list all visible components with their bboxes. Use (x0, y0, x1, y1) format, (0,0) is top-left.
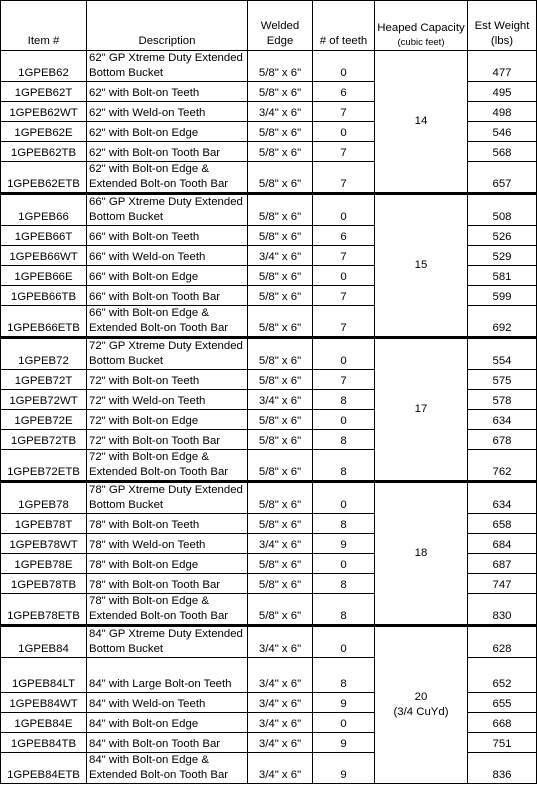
item-number-cell: 1GPEB72WT (1, 390, 87, 410)
item-number-cell: 1GPEB62T (1, 82, 87, 102)
description-cell: 78" with Bolt-on Tooth Bar (87, 574, 248, 594)
teeth-count-cell: 7 (313, 162, 375, 194)
welded-edge-cell: 5/8" x 6" (248, 338, 313, 370)
header-capacity (375, 1, 468, 51)
heaped-capacity-value: 18 (414, 547, 428, 559)
est-weight-cell: 628 (468, 626, 537, 658)
item-number-cell: 1GPEB84ETB (1, 753, 87, 784)
item-number-cell: 1GPEB62ETB (1, 162, 87, 194)
item-number-cell: 1GPEB78TB (1, 574, 87, 594)
description-cell: 66" with Bolt-on Edge (87, 266, 248, 286)
item-number-cell: 1GPEB72T (1, 370, 87, 390)
teeth-count-cell: 7 (313, 246, 375, 266)
est-weight-cell: 498 (468, 102, 537, 122)
description-cell: 72" with Bolt-on Teeth (87, 370, 248, 390)
heaped-capacity-cell (375, 51, 468, 194)
welded-edge-cell: 5/8" x 6" (248, 142, 313, 162)
welded-edge-cell: 3/4" x 6" (248, 626, 313, 658)
description-cell: 72" with Bolt-on Edge (87, 410, 248, 430)
description-cell: 66" with Weld-on Teeth (87, 246, 248, 266)
table-row (1, 51, 537, 82)
welded-edge-cell: 3/4" x 6" (248, 534, 313, 554)
teeth-count-cell: 8 (313, 390, 375, 410)
est-weight-cell: 529 (468, 246, 537, 266)
item-number-cell: 1GPEB78T (1, 514, 87, 534)
teeth-count-cell: 6 (313, 82, 375, 102)
heaped-capacity-cell (375, 338, 468, 482)
description-cell: 78" with Weld-on Teeth (87, 534, 248, 554)
welded-edge-cell: 3/4" x 6" (248, 658, 313, 693)
description-cell: 72" with Weld-on Teeth (87, 390, 248, 410)
heaped-capacity-cell (375, 626, 468, 784)
teeth-count-cell: 0 (313, 122, 375, 142)
heaped-capacity-value: 15 (414, 259, 428, 271)
description-cell: 62" GP Xtreme Duty Extended Bottom Bucket (87, 51, 248, 82)
est-weight-cell: 684 (468, 534, 537, 554)
item-number-cell: 1GPEB66E (1, 266, 87, 286)
item-number-cell: 1GPEB72E (1, 410, 87, 430)
est-weight-cell: 581 (468, 266, 537, 286)
item-number-cell: 1GPEB72ETB (1, 450, 87, 482)
table-row (1, 338, 537, 370)
est-weight-cell: 554 (468, 338, 537, 370)
welded-edge-cell: 5/8" x 6" (248, 430, 313, 450)
est-weight-cell: 634 (468, 482, 537, 514)
welded-edge-cell: 5/8" x 6" (248, 574, 313, 594)
est-weight-cell: 495 (468, 82, 537, 102)
est-weight-cell: 668 (468, 713, 537, 733)
description-cell: 62" with Bolt-on Edge (87, 122, 248, 142)
description-cell: 84" with Bolt-on Tooth Bar (87, 733, 248, 753)
table-row (1, 194, 537, 226)
teeth-count-cell: 0 (313, 554, 375, 574)
teeth-count-cell: 0 (313, 338, 375, 370)
welded-edge-cell: 3/4" x 6" (248, 753, 313, 784)
teeth-count-cell: 9 (313, 693, 375, 713)
teeth-count-cell: 7 (313, 142, 375, 162)
teeth-count-cell: 9 (313, 753, 375, 784)
teeth-count-cell: 7 (313, 370, 375, 390)
item-number-cell: 1GPEB78 (1, 482, 87, 514)
description-cell: 66" GP Xtreme Duty Extended Bottom Bucket (87, 194, 248, 226)
heaped-capacity-note: (3/4 CuYd) (393, 706, 449, 718)
header-teeth-label: # of teeth (319, 35, 368, 47)
header-weight-line1: Est Weight (474, 20, 530, 32)
est-weight-cell: 634 (468, 410, 537, 430)
welded-edge-cell: 3/4" x 6" (248, 693, 313, 713)
description-cell: 72" GP Xtreme Duty Extended Bottom Bucket (87, 338, 248, 370)
teeth-count-cell: 7 (313, 102, 375, 122)
header-edge-line2: Edge (266, 35, 294, 47)
est-weight-cell: 508 (468, 194, 537, 226)
teeth-count-cell: 0 (313, 266, 375, 286)
est-weight-cell: 652 (468, 658, 537, 693)
item-number-cell: 1GPEB66T (1, 226, 87, 246)
welded-edge-cell: 5/8" x 6" (248, 162, 313, 194)
description-cell: 78" with Bolt-on Edge (87, 554, 248, 574)
item-number-cell: 1GPEB62E (1, 122, 87, 142)
description-cell: 66" with Bolt-on Teeth (87, 226, 248, 246)
est-weight-cell: 751 (468, 733, 537, 753)
welded-edge-cell: 5/8" x 6" (248, 266, 313, 286)
est-weight-cell: 830 (468, 594, 537, 626)
header-teeth (313, 1, 375, 51)
description-cell: 66" with Bolt-on Tooth Bar (87, 286, 248, 306)
item-number-cell: 1GPEB66 (1, 194, 87, 226)
header-item (1, 1, 87, 51)
est-weight-cell: 526 (468, 226, 537, 246)
item-number-cell: 1GPEB66WT (1, 246, 87, 266)
est-weight-cell: 546 (468, 122, 537, 142)
description-cell: 72" with Bolt-on Tooth Bar (87, 430, 248, 450)
item-number-cell: 1GPEB84 (1, 626, 87, 658)
item-number-cell: 1GPEB66TB (1, 286, 87, 306)
est-weight-cell: 655 (468, 693, 537, 713)
table-row (1, 626, 537, 658)
description-cell: 84" with Weld-on Teeth (87, 693, 248, 713)
welded-edge-cell: 5/8" x 6" (248, 194, 313, 226)
item-number-cell: 1GPEB84WT (1, 693, 87, 713)
est-weight-cell: 836 (468, 753, 537, 784)
header-description (87, 1, 248, 51)
est-weight-cell: 657 (468, 162, 537, 194)
item-number-cell: 1GPEB66ETB (1, 306, 87, 338)
est-weight-cell: 762 (468, 450, 537, 482)
teeth-count-cell: 7 (313, 286, 375, 306)
heaped-capacity-value: 17 (414, 403, 428, 415)
table-body (1, 51, 537, 784)
teeth-count-cell: 0 (313, 194, 375, 226)
header-weight (468, 1, 537, 51)
item-number-cell: 1GPEB62 (1, 51, 87, 82)
welded-edge-cell: 5/8" x 6" (248, 122, 313, 142)
item-number-cell: 1GPEB78ETB (1, 594, 87, 626)
welded-edge-cell: 5/8" x 6" (248, 306, 313, 338)
header-edge-line1: Welded (260, 20, 300, 32)
teeth-count-cell: 0 (313, 51, 375, 82)
item-number-cell: 1GPEB62WT (1, 102, 87, 122)
description-cell: 84" with Bolt-on Edge & Extended Bolt-on Tooth Bar (87, 753, 248, 784)
header-row (1, 1, 537, 51)
est-weight-cell: 477 (468, 51, 537, 82)
description-cell: 62" with Weld-on Teeth (87, 102, 248, 122)
description-cell: 62" with Bolt-on Teeth (87, 82, 248, 102)
est-weight-cell: 658 (468, 514, 537, 534)
teeth-count-cell: 8 (313, 574, 375, 594)
welded-edge-cell: 5/8" x 6" (248, 286, 313, 306)
welded-edge-cell: 3/4" x 6" (248, 390, 313, 410)
welded-edge-cell: 5/8" x 6" (248, 482, 313, 514)
item-number-cell: 1GPEB72TB (1, 430, 87, 450)
item-number-cell: 1GPEB78E (1, 554, 87, 574)
item-number-cell: 1GPEB72 (1, 338, 87, 370)
heaped-capacity-value: 20 (414, 691, 428, 703)
heaped-capacity-cell (375, 482, 468, 626)
welded-edge-cell: 5/8" x 6" (248, 370, 313, 390)
welded-edge-cell: 3/4" x 6" (248, 713, 313, 733)
header-edge (248, 1, 313, 51)
header-description-label: Description (138, 35, 196, 47)
teeth-count-cell: 8 (313, 514, 375, 534)
description-cell: 66" with Bolt-on Edge & Extended Bolt-on Tooth Bar (87, 306, 248, 338)
teeth-count-cell: 8 (313, 594, 375, 626)
item-number-cell: 1GPEB84E (1, 713, 87, 733)
header-capacity-line1: Heaped Capacity (377, 22, 465, 34)
description-cell: 72" with Bolt-on Edge & Extended Bolt-on Tooth Bar (87, 450, 248, 482)
est-weight-cell: 599 (468, 286, 537, 306)
welded-edge-cell: 5/8" x 6" (248, 82, 313, 102)
teeth-count-cell: 9 (313, 534, 375, 554)
description-cell: 84" with Large Bolt-on Teeth (87, 658, 248, 693)
welded-edge-cell: 5/8" x 6" (248, 554, 313, 574)
est-weight-cell: 578 (468, 390, 537, 410)
welded-edge-cell: 5/8" x 6" (248, 514, 313, 534)
teeth-count-cell: 8 (313, 450, 375, 482)
teeth-count-cell: 0 (313, 713, 375, 733)
description-cell: 62" with Bolt-on Edge & Extended Bolt-on Tooth Bar (87, 162, 248, 194)
description-cell: 62" with Bolt-on Tooth Bar (87, 142, 248, 162)
header-weight-line2: (lbs) (490, 35, 514, 47)
teeth-count-cell: 8 (313, 658, 375, 693)
est-weight-cell: 687 (468, 554, 537, 574)
teeth-count-cell: 7 (313, 306, 375, 338)
teeth-count-cell: 0 (313, 626, 375, 658)
welded-edge-cell: 3/4" x 6" (248, 733, 313, 753)
welded-edge-cell: 5/8" x 6" (248, 594, 313, 626)
welded-edge-cell: 5/8" x 6" (248, 450, 313, 482)
description-cell: 78" with Bolt-on Edge & Extended Bolt-on Tooth Bar (87, 594, 248, 626)
description-cell: 78" with Bolt-on Teeth (87, 514, 248, 534)
item-number-cell: 1GPEB84TB (1, 733, 87, 753)
est-weight-cell: 678 (468, 430, 537, 450)
header-item-label: Item # (27, 35, 60, 47)
item-number-cell: 1GPEB78WT (1, 534, 87, 554)
welded-edge-cell: 5/8" x 6" (248, 226, 313, 246)
est-weight-cell: 692 (468, 306, 537, 338)
est-weight-cell: 568 (468, 142, 537, 162)
teeth-count-cell: 0 (313, 410, 375, 430)
welded-edge-cell: 5/8" x 6" (248, 51, 313, 82)
welded-edge-cell: 5/8" x 6" (248, 410, 313, 430)
est-weight-cell: 575 (468, 370, 537, 390)
heaped-capacity-value: 14 (414, 115, 428, 127)
description-cell: 84" GP Xtreme Duty Extended Bottom Bucket (87, 626, 248, 658)
est-weight-cell: 747 (468, 574, 537, 594)
item-number-cell: 1GPEB84LT (1, 658, 87, 693)
table-row (1, 482, 537, 514)
description-cell: 84" with Bolt-on Edge (87, 713, 248, 733)
teeth-count-cell: 9 (313, 733, 375, 753)
teeth-count-cell: 0 (313, 482, 375, 514)
welded-edge-cell: 3/4" x 6" (248, 102, 313, 122)
welded-edge-cell: 3/4" x 6" (248, 246, 313, 266)
teeth-count-cell: 6 (313, 226, 375, 246)
heaped-capacity-cell (375, 194, 468, 338)
header-capacity-line2: (cubic feet) (397, 37, 445, 48)
description-cell: 78" GP Xtreme Duty Extended Bottom Bucket (87, 482, 248, 514)
teeth-count-cell: 8 (313, 430, 375, 450)
item-number-cell: 1GPEB62TB (1, 142, 87, 162)
